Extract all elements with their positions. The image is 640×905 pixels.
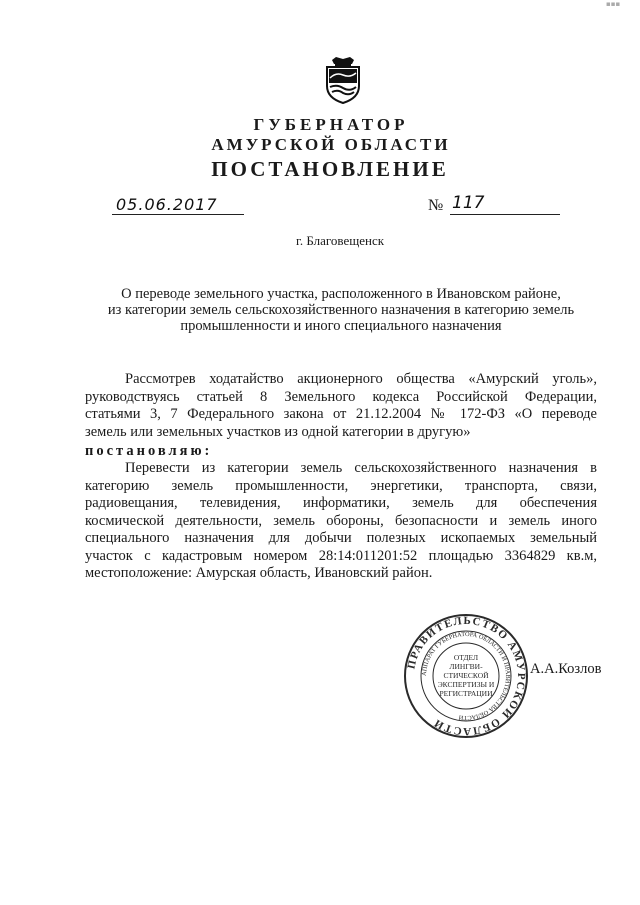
resolution-line: местоположение: Амурская область, Ивановский район. [85, 565, 433, 581]
coat-of-arms-icon [324, 56, 362, 104]
stamp-center-line: СТИЧЕСКОЙ [443, 671, 489, 680]
stamp-center-line: ЛИНГВИ- [449, 662, 483, 671]
date-underline [112, 214, 244, 215]
document-date: 05.06.2017 [116, 195, 218, 214]
preamble-line: Рассмотрев ходатайство акционерного общества «Амурский уголь», [125, 371, 597, 387]
stamp-center-line: ЭКСПЕРТИЗЫ И [437, 680, 495, 689]
title-line: О переводе земельного участка, расположенного в Ивановском районе, [121, 286, 561, 302]
signer-name: А.А.Козлов [530, 661, 602, 677]
document-number: 117 [452, 193, 485, 213]
scan-mark: ▪▪▪ [606, 0, 621, 8]
resolution-line: Перевести из категории земель сельскохозяйственного назначения в [125, 460, 597, 476]
preamble [85, 371, 597, 441]
resolution-line: специального назначения для добычи полезных ископаемых земельный [85, 530, 597, 546]
number-label: № [428, 197, 444, 214]
city: г. Благовещенск [295, 233, 385, 248]
header-title: ГУБЕРНАТОР [253, 115, 409, 134]
stamp-center-line: РЕГИСТРАЦИИ [439, 689, 493, 698]
resolution-line: участок с кадастровым номером 28:14:011201:52 площадью 3364829 кв.м, [85, 547, 597, 564]
resolution-line: космической деятельности, земель обороны, безопасности и земель иного [85, 512, 597, 529]
preamble-line: руководствуясь статьей 8 Земельного кодекса Российской Федерации, [85, 388, 597, 405]
preamble-line: статьями 3, 7 Федерального закона от 21.12.2004 № 172-ФЗ «О переводе [85, 406, 597, 422]
stamp-center-line: ОТДЕЛ [453, 653, 479, 662]
title-line: промышленности и иного специального назначения [180, 318, 502, 334]
title-line: из категории земель сельскохозяйственного назначения в категорию земель [107, 302, 575, 318]
header-region: АМУРСКОЙ ОБЛАСТИ [211, 135, 451, 154]
document-title [76, 286, 606, 334]
number-underline [450, 214, 560, 215]
document-type: ПОСТАНОВЛЕНИЕ [211, 157, 449, 181]
stamp-middle-text: АППАРАТ ГУБЕРНАТОРА ОБЛАСТИ И ПРАВИТЕЛЬСТВА ОБЛАСТИ [420, 630, 512, 722]
resolution [85, 460, 597, 583]
decree-word: постановляю: [85, 443, 213, 459]
official-stamp [402, 612, 530, 740]
resolution-line: категорию земель промышленности, энергетики, транспорта, связи, [85, 477, 597, 494]
stamp-outer-text: ПРАВИТЕЛЬСТВО АМУРСКОЙ ОБЛАСТИ [405, 614, 528, 738]
preamble-line: земель или земельных участков из одной категории в другую» [85, 423, 471, 440]
resolution-line: радиовещания, телевидения, информатики, земель для обеспечения [85, 495, 597, 511]
